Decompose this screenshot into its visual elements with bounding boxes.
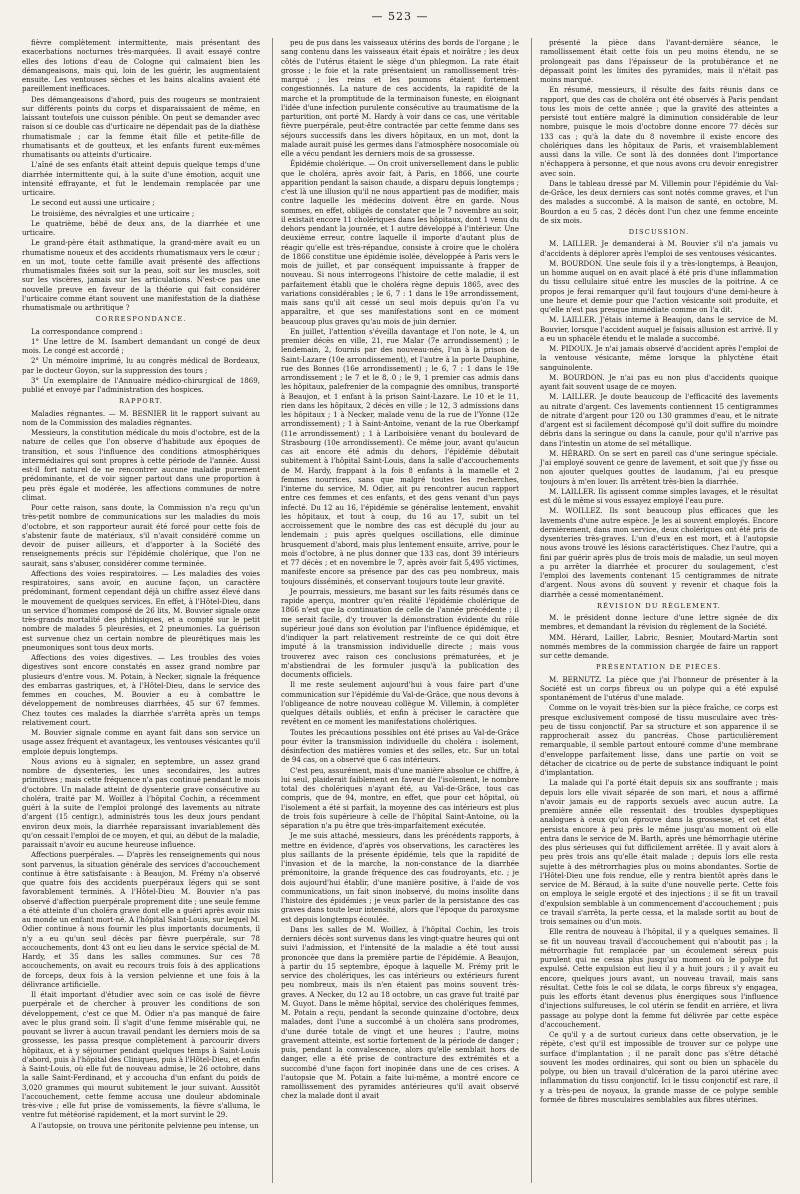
paragraph: Le grand-père était asthmatique, la grand-mère avait eu un rhumatisme noueux et des accidents rhumatismaux vers le cœur ; en un mot, toute cette famille avait présenté des affections rhumatismales fixées soit sur la peau, soit sur les muscles, soit sur les viscères, jamais sur les articulations. N'est-ce pas une nouvelle preuve en faveur de la théorie qui fait considérer l'urticaire comme étant souvent une manifestation de la diathèse rhumatismale ou arthritique ? [22,238,260,312]
paragraph: Affections puerpérales. — D'après les renseignements qui nous sont parvenus, la situation générale des services d'accouchement continue à être satisfaisante : à Beaujon, M. Frémy n'a observé que quatre fois des accidents puerpéraux légers qui se sont favorablement terminés. A l'Hôtel-Dieu M. Bouvier n'a pas observé d'affection puerpérale proprement dite ; une seule femme a été atteinte d'un choléra grave dont elle a guéri après avoir mis au monde un enfant mort-né. A l'hôpital Saint-Louis, sur lequel M. Odier continue à nous fournir les plus importants documents, il n'y a eu qu'un seul décès par fièvre puerpérale, sur 78 accouchements, dont 43 ont eu lieu dans le service spécial de M. Hardy, et 35 dans les salles communes. Sur ces 78 accouchements, on avait eu recours trois fois à des applications de forceps, deux fois à la version pelvienne et une fois à la délivrance artificielle. [22,850,260,989]
paragraph: Des démangeaisons d'abord, puis des rougeurs se montraient sur différents points du corps et disparaissaient de même, en laissant toutefois une cuisson pénible. On peut se demander avec raison si ce double cas d'urticaire ne dépendait pas de la diathèse rhumatismale ; car la femme était fille et petite-fille de rhumatisants et de goutteux, et les enfants furent eux-mêmes rhumatisants ou atteints d'urticaire. [22,94,260,159]
section-heading: RAPPORT. [119,397,163,406]
paragraph: présenté la pièce dans l'avant-dernière séance, le ramollissement était cette fois un peu moins étendu, ne se prolongeait pas dans l'épaisseur de la protubérance et ne dépassait point les limites des pyramides, mais il n'était pas moins marqué. [540,38,778,84]
paragraph: Elle rentra de nouveau à l'hôpital, il y a quelques semaines. Il se fit un nouveau travail d'accouchement qui n'aboutit pas ; la métrorrhagie fut remplacée par un écoulement séreux puis purulent qui ne cessa plus jusqu'au moment où le polype fut expulsé. Cette expulsion eut lieu il y a huit jours ; il y avait eu encore, quelques jours avant, un nouveau travail, mais sans résultat. Cette fois le col se dilata, le corps fibreux s'y engagea, puis les efforts étant devenus plus énergiques sous l'influence d'injections sulfureuses, le col utérin se fendit en arrière, et livra passage au polype dont la femme fut délivrée par cette espèce d'accouchement. [540,927,778,1029]
section-heading: RÉVISION DU RÈGLEMENT. [597,601,721,610]
section-heading: PRÉSENTATION DE PIÈCES. [596,663,722,672]
paragraph: Affections des voies digestives. — Les troubles des voies digestives sont encore constatés en assez grand nombre par plusieurs d'entre vous. M. Potain, à Necker, signale la fréquence des embarras gastriques, et, à l'Hôtel-Dieu, dans le service des femmes en couches, M. Bouvier a eu à combattre le développement de nombreuses diarrhées, 45 sur 67 femmes. Chez toutes ces malades la diarrhée s'arrêta après un temps relativement court. [22,653,260,727]
column-right [531,38,778,1183]
paragraph: Pour cette raison, sans doute, la Commission n'a reçu qu'un très-petit nombre de communications sur les maladies du mois d'octobre, et son rapporteur aurait été forcé pour cette fois de s'abstenir faute de matériaux, s'il n'avait considéré comme un devoir de puiser ailleurs, et d'apporter à la Société des renseignements précis sur l'épidémie cholérique, que l'on ne saurait, sans s'abuser, considérer comme terminée. [22,503,260,568]
paragraph: Je pourrais, messieurs, me basant sur les faits résumés dans ce rapide aperçu, montrer qu'en réalité l'épidémie cholérique de 1866 n'est que la continuation de celle de l'année précédente ; il me serait facile, d'y trouver la démonstration évidente du rôle supérieur joué dans son évolution par l'influence épidémique, et d'indiquer la part relativement restreinte de ce qui doit être imputé à la transmission individuelle directe ; mais vous trouverez avec raison ces conclusions prématurées, et je m'abstiendrai de les formuler jusqu'à la publication des documents officiels. [281,586,519,679]
paragraph: M. BOURDON. Une seule fois il y a très-longtemps, à Beaujon, un homme auquel on en avait placé à été pris d'une inflammation du tissu cellulaire situé entre les muscles de la poitrine. A ce propos je ferai remarquer qu'il faut toujours d'une demi-heure à une heure et demie pour que l'action vésicante soit produite, et qu'elle n'est pas presque immédiate comme on l'a dit. [540,258,778,314]
paragraph: Le second eut aussi une urticaire ; [31,198,155,208]
paragraph: peu de pus dans les vaisseaux utérins des bords de l'organe ; le sang contenu dans les vaisseaux était épais et noirâtre ; les deux côtés de l'utérus étaient le siège d'un phlegmon. La rate était grosse ; le foie et la rate présentaient un ramollissement très-marqué ; les reins et les poumons étaient fortement congestionnés. La nature de ces accidents, la rapidité de la marche et la promptitude de la terminaison funeste, en éloignant l'idée d'une infection purulente consécutive au traumatisme de la parturition, ont porté M. Hardy à voir dans ce cas, une véritable fièvre puerpérale, peut-être contractée par cette femme dans ses séjours successifs dans les divers hôpitaux, en un mot, dont la malade aurait puisé les germes dans l'atmosphère nosocomiale où elle a vécu pendant les derniers mois de sa grossesse. [281,38,519,158]
paragraph: fièvre complètement intermittente, mais présentant des exacerbations nocturnes très-marquées. Il avait essayé contre elles des lotions d'eau de Cologne qui calmaient bien les démangeaisons, mais qui, loin de les guérir, les augmentaient ensuite. Les ventouses sèches et les bains alcalins avaient été pareillement inefficaces. [22,38,260,94]
paragraph: 1° Une lettre de M. Isambert demandant un congé de deux mois. Le congé est accordé ; [22,336,260,355]
paragraph: En résumé, messieurs, il résulte des faits réunis dans ce rapport, que des cas de choléra ont été observés à Paris pendant tous les mois de cette année ; que la gravité des atteintes a persisté tout entière malgré la diminution considérable de leur nombre, puisque le mois d'octobre donne encore 77 décès sur 133 cas ; qu'à la date du 8 novembre il existe encore des cholériques dans les hôpitaux de Paris, et vraisemblablement aussi dans la ville. Ce sont là des données dont l'importance n'échappera à personne, et que nous avons cru devoir enregistrer avec soin. [540,85,778,178]
paragraph: M. PIDOUX. Je n'ai jamais observé d'accident après l'emploi de la ventouse vésicante, même lorsque la phlyctène était sanguinolente. [540,344,778,372]
paragraph: M. LAILLER. Je doute beaucoup de l'efficacité des lavements au nitrate d'argent. Ces lavements contiennent 15 centigrammes de nitrate d'argent pour 120 ou 130 grammes d'eau, et le nitrate d'argent est si facilement décomposé qu'il doit suffire du moindre débris dans la seringue ou dans la canule, pour qu'il n'arrive pas dans l'intestin un atome de sel métallique. [540,392,778,448]
paragraph: C'est peu, assurément, mais d'une manière absolue ce chiffre, à lui seul, plaiderait faiblement en faveur de l'isolement, le nombre total des cholériques n'ayant été, au Val-de-Grâce, tous cas compris, que de 94, montre, en effet, que pour cet hôpital, où l'isolement a été si parfait, la moyenne des cas intérieurs est plus de trois fois supérieure à celle de l'hôpital Saint-Antoine, où la séparation n'a pu être que très-imparfaitement exécutée. [281,765,519,830]
section-heading: CORRESPONDANCE. [95,315,187,324]
paragraph: Je me suis attaché, messieurs, dans les précédents rapports, à mettre en évidence, d'après vos observations, les caractères les plus saillants de la présente épidémie, tels que la rapidité de l'invasion et de la marche, la non-constance de la diarrhée prémonitoire, la grande fréquence des cas foudroyants, etc. ; je dois aujourd'hui établir, d'une manière positive, à l'aide de vos communications, un fait sinon inobservé, du moins insolite dans l'histoire des épidémies ; je veux parler de la persistance des cas graves dans toute leur intensité, alors que l'époque du paroxysme est depuis longtemps écoulée. [281,831,519,924]
paragraph: Comme on le voyait très-bien sur la pièce fraîche, ce corps est presque exclusivement composé de tissu musculaire avec très-peu de tissu conjonctif. Par sa structure et son apparence il se rapprocherait assez du pancréas. Chose particulièrement remarquable, il semble partout entouré comme d'une membrane d'enveloppe parfaitement lisse, dans une partie on voit se détacher de cicatrice ou de perte de substance indiquant le point d'implantation. [540,703,778,777]
paragraph: La malade qui l'a porté était depuis six ans souffrante ; mais depuis lors elle vivait séparée de son mari, et nous a affirmé n'avoir jamais eu de rapports sexuels avec aucun autre. La première année elle ressentait des troubles dyspeptiques analogues à ceux qu'on éprouve dans la grossesse, et cet état persista encore à peu près le même jusqu'au moment où elle entra dans le service de M. Barth, après une hémorrhagie utérine des plus sérieuses qui fut difficilement arrêtée. Il y avait alors à peu près trois ans qu'elle était malade ; depuis lors elle resta sujette à des métrorrhagies plus ou moins abondantes. Sortie de l'Hôtel-Dieu une fois rendue, elle y rentra bientôt après dans le service de M. Béraud, à la suite d'une nouvelle perte. Cette fois on employa le seigle ergoté et des injections ; il se fit un travail d'expulsion semblable à un commencement d'accouchement ; puis ce travail s'arrêta, la perte cessa, et la malade sortit au bout de trois semaines ou d'un mois. [540,778,778,926]
paragraph: La correspondance comprend : [31,326,143,336]
paragraph: Le quatrième, bébé de deux ans, de la diarrhée et une urticaire. [22,218,260,237]
paragraph: 2° Un mémoire imprimé, lu au congrès médical de Bordeaux, par le docteur Goyon, sur la suppression des tours ; [22,356,260,375]
paragraph: M. LAILLER. J'étais interne à Beaujon, dans le service de M. Bouvier, lorsque l'accident auquel je faisais allusion est arrivé. Il y a eu un sphacèle étendu et le malade a succombé. [540,315,778,343]
paragraph: 3° Un exemplaire de l'Annuaire médico-chirurgical de 1869, publié et envoyé par l'administration des hospices. [22,375,260,394]
paragraph: Il était important d'étudier avec soin ce cas isolé de fièvre puerpérale et de chercher à prouver les conditions de son développement, c'est ce que M. Odier n'a pas manqué de faire avec le plus grand soin. Il s'agit d'une femme misérable qui, ne pouvant se livrer à aucun travail pendant les derniers mois de sa grossesse, les passa presque complètement à parcourir divers hôpitaux, et à y séjourner pendant quelques temps à Saint-Louis d'abord, puis à l'hôpital des Cliniques, puis à l'Hôtel-Dieu, et enfin à Saint-Louis, où elle fut de nouveau admise, le 26 octobre, dans la salle Saint-Ferdinand, et y accoucha d'un enfant du poids de 3,020 grammes qui mourut subitement le jour suivant. Aussitôt l'accouchement, cette femme accusa une douleur abdominale très-vive ; elle fut prise de vomissements, la fièvre s'alluma, le ventre fut météorisé rapidement, et la mort survint le 29. [22,990,260,1120]
paragraph: A l'autopsie, on trouva une péritonite pelvienne peu intense, un [31,1120,259,1130]
column-middle [272,38,519,1183]
paragraph: M. LAILLER. Je demanderai à M. Bouvier s'il n'a jamais vu d'accidents à déplorer après l'emploi de ses ventouses vésicantes. [540,239,778,258]
paragraph: En juillet, l'attention s'éveilla davantage et l'on note, le 4, un premier décès en ville, 21, rue Malar (7e arrondissement) ; le lendemain, 2, fournis par des nouveau-nés, l'un à la prison de Saint-Lazare (10e arrondissement), et l'autre à la porte Dauphine, rue des Bonnes (16e arrondissement) ; le 6, 7 : 1 dans le 19e arrondissement ; le 7 et le 8, 0 ; le 9, 1 premier cas admis dans les hôpitaux, palefrenier de la compagnie des omnibus, transporté à Beaujon, et 1 enfant à la prison Saint-Lazare. Le 10 et le 11, rien dans les hôpitaux, 2 décès en ville ; le 12, 3 admissions dans les hôpitaux ; 1 à Necker, malade venu de la rue de l'Yonne (12e arrondissement) ; 1 à Saint-Antoine, venant de la rue Oberkampf (11e arrondissement) ; 1 à Lariboisière venant du boulevard de Strasbourg (10e arrondissement). Ce même jour, avant qu'aucun cas ait encore été admis du dehors, l'épidémie débutait subitement à l'hôpital Saint-Louis, dans la salle d'accouchements de M. Hardy, frappant à la fois 8 enfants à la mamelle et 2 femmes nourrices, sans que malgré toutes les recherches, l'interne du service, M. Odier, ait pu rencontrer aucun rapport entre ces femmes et ces enfants, et des gens venant d'un pays infecté. Du 12 au 16, l'épidémie se généralise lentement, envahit les hôpitaux, et tout à coup, du 16 au 17, subit un tel accroissement que le nombre des cas est décuplé du jour au lendemain ; puis après quelques oscillations, elle diminue brusquement d'abord, mais plus lentement ensuite, arrive, pour le mois d'octobre, à ne plus donner que 133 cas, dont 39 intérieurs et 77 décès ; et en novembre le 7, après avoir fait 5,495 victimes, manifeste encore sa présence par des cas peu nombreux, mais toujours disséminés, et conservant toujours toute leur gravité. [281,326,519,586]
paragraph: Dans les salles de M. Woillez, à l'hôpital Cochin, les trois derniers décès sont survenus dans les vingt-quatre heures qui ont suivi l'admission, et l'intensité de la maladie a été tout aussi prononcée que dans la première partie de l'épidémie. A Beaujon, à partir du 15 septembre, époque à laquelle M. Frémy prit le service des cholériques, les cas intérieurs ou extérieurs furent peu nombreux, mais ils n'en étaient pas moins souvent très-graves. A Necker, du 12 au 18 octobre, un cas grave fut traité par M. Guyot. Dans le même hôpital, service des cholériques femmes, M. Potain a reçu, pendant la seconde quinzaine d'octobre, deux malades, dont l'une a succombé à un choléra sans prodromes, d'une durée totale de vingt et une heures ; l'autre, moins gravement atteinte, est sortie fortement de la période de danger ; puis, pendant la convalescence, alors qu'elle semblait hors de danger, elle a été prise de contracture des extrémités et a succombé d'une façon fort inopinée dans une de ces crises. A l'autopsie que M. Potain a faite lui-même, a montré encore ce ramollissement des pyramides antérieures qu'il avait observé chez la malade dont il avait [281,924,519,1101]
page-number: — 523 — [371,10,429,23]
paragraph: Épidémie cholérique. — On croit universellement dans le public que le choléra, après avoir fait, à Paris, en 1866, une courte apparition pendant la saison chaude, a disparu depuis longtemps ; c'est là une illusion qu'il ne nous appartient pas de modifier, mais contre laquelle les médecins doivent être en garde. Nous sommes, en effet, obligés de constater que le 7 novembre au soir, il existait encore 11 cholériques dans les hôpitaux, dont 1 venu du dehors pendant la journée, et 1 autre développé à l'intérieur. Une deuxième erreur, contre laquelle il importe d'autant plus de réagir qu'elle est très-répandue, consiste à croire que le choléra de 1866 constitue une épidémie isolée, développée à Paris vers le mois de juillet, et par conséquent impuissante à frapper de nouveau. Si nous interrogeons l'histoire de cette maladie, il est parfaitement établi que le choléra règne depuis 1865, avec des variations considérables ; le 6, 7 : 1 dans le 19e arrondissement, mais sans qu'il ait cessé un seul mois depuis qu'on l'a vu apparaître, et que ses manifestations sont en ce moment beaucoup plus graves qu'au mois de juin dernier. [281,159,519,326]
article-columns [22,38,778,1183]
paragraph: Nous avions eu à signaler, en septembre, un assez grand nombre de dysenteries, les unes secondaires, les autres primitives ; mais cette fréquence n'a pas continué pendant le mois d'octobre. Un malade atteint de dysenterie grave consécutive au choléra, traité par M. Woillez à l'hôpital Cochin, a récemment guéri à la suite de l'emploi prolongé des lavements au nitrate d'argent (15 centigr.), administrés tous les deux jours pendant environ deux mois, la diarrhée reparaissant invariablement dès qu'on cessait l'emploi de ce moyen, et qui, au début de la maladie, paraissait n'avoir eu aucune heureuse influence. [22,756,260,849]
paragraph: M. BERNUTZ. La pièce que j'ai l'honneur de présenter à la Société est un corps fibreux ou un polype qui a été expulsé spontanément de l'utérus d'une malade. [540,674,778,702]
paragraph: M. LAILLER. Ils agissent comme simples lavages, et le résultat est dû le même si vous essayez employé l'eau pure. [540,486,778,505]
paragraph: M. Bouvier signale comme en ayant fait dans son service un usage assez fréquent et avantageux, les ventouses vésicantes qu'il emploie depuis longtemps. [22,728,260,756]
paragraph: Le troisième, des névralgies et une urticaire ; [31,208,195,218]
paragraph: M. WOILLEZ. Ils sont beaucoup plus efficaces que les lavements d'une autre espèce. Je les ai souvent employés. Encore dernièrement, dans mon service, deux cholériques ont été pris de dysenteries très-graves. L'un d'eux en est mort, et à l'autopsie nous avons trouvé les lésions caractéristiques. Chez l'autre, qui a fini par guérir après plus de trois mois de maladie, un seul moyen a pu arrêter la diarrhée et procurer du soulagement, c'est l'emploi des lavements contenant 15 centigrammes de nitrate d'argent. Nous avons dû souvent y revenir et chaque fois la diarrhée a cessé momentanément. [540,506,778,599]
paragraph: M. le président donne lecture d'une lettre signée de dix membres, et demandant la révision du règlement de la Société. [540,613,778,632]
paragraph: Toutes les précautions possibles ont été prises au Val-de-Grâce pour éviter la transmission individuelle du choléra : isolement, désinfection des matières vomies et des selles, etc. Sur un total de 94 cas, on a observé que 6 cas intérieurs. [281,727,519,765]
paragraph: Messieurs, la constitution médicale du mois d'octobre, est de la nature de celles que l'on observe d'habitude aux époques de transition, et sous l'influence des conditions atmosphériques intermédiaires qui sont propres à cette période de l'année. Aussi est-il fort naturel de ne rencontrer aucune maladie purement prédominante, et de voir signer partout dans une proportion à peu près égale et modérée, les affections communes de notre climat. [22,428,260,502]
paragraph: M. BOURDON. Je n'ai pas eu non plus d'accidents quoique ayant fait souvent usage de ce moyen. [540,372,778,391]
paragraph: Ce qu'il y a de surtout curieux dans cette observation, je le répète, c'est qu'il est impossible de trouver sur ce polype une surface d'implantation ; il ne paraît donc pas s'être détaché souvent les modes ordinaires, qui sont ou bien un sphacèle du polype, ou bien un travail d'ulcération de la paroi utérine avec inflammation du tissu conjonctif. Ici le tissu conjonctif est rare, il y a très-peu de noyaux, la grande masse de ce polype semble formée de fibres musculaires semblables aux fibres utérines. [540,1030,778,1104]
section-heading: DISCUSSION. [628,228,690,236]
paragraph: M. HÉRARD. On se sert en pareil cas d'une seringue spéciale. J'ai employé souvent ce genre de lavement, et soit que j'y fisse ou non ajouter quelques gouttes de laudanum, j'ai eu presque toujours à m'en louer. Ils arrêtent très-bien la diarrhée. [540,448,778,486]
paragraph: MM. Hérard, Lailler, Labric, Besnier, Moutard-Martin sont nommés membres de la commission chargée de faire un rapport sur cette demande. [540,632,778,660]
paragraph: L'aîné de ses enfants était atteint depuis quelque temps d'une diarrhée intermittente qui, à la suite d'une émotion, acquit une intensité effrayante, et fut le lendemain remplacée par une urticaire. [22,160,260,197]
paragraph: Dans le tableau dressé par M. Villemin pour l'épidémie du Val-de-Grâce, les deux derniers cas sont notés comme graves, et l'un des malades a succombé. A la maison de santé, en octobre, M. Bourdon a eu 5 cas, 2 décès dont l'un chez une femme enceinte de six mois. [540,178,778,225]
paragraph: Maladies régnantes. — M. BESNIER lit le rapport suivant au nom de la Commission des maladies régnantes. [22,408,260,427]
paragraph: Affections des voies respiratoires. — Les maladies des voies respiratoires, sans avoir, en aucune façon, un caractère prédominant, forment cependant déjà un chiffre assez élevé dans le mouvement de quelques services. En effet, à l'Hôtel-Dieu, dans un service d'hommes composé de 26 lits, M. Bouvier signale onze très-grands mortalité des phthisiques, et a compté sur le petit nombre de malades 5 pleurésies, et 2 pneumonies. La guérison est survenue chez un certain nombre de pleurétiques mais les pneumoniques sont tous deux morts. [22,568,260,652]
column-left [22,38,260,1183]
paragraph: Il me reste seulement aujourd'hui à vous faire part d'une communication sur l'épidémie du Val-de-Grâce, que nous devons à l'obligeance de notre nouveau collègue M. Villemin, à compléter quelques détails oubliés, et enfin à préciser le caractère que revêtent en ce moment les manifestations cholériques. [281,680,519,727]
